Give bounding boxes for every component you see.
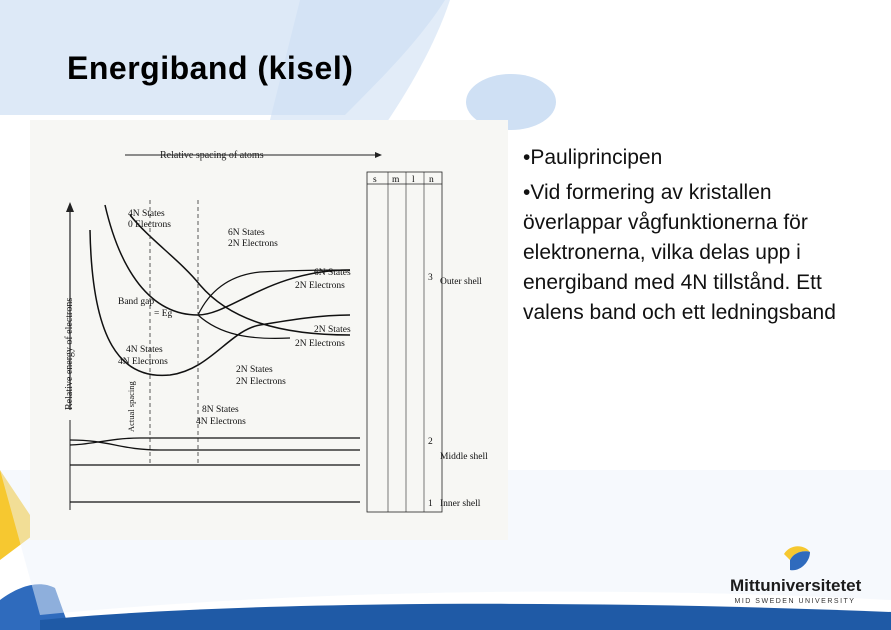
state-label: 2N Electrons — [228, 239, 278, 249]
bullet-item: • Vid formering av kristallen överlappar vågfunktionerna för elektronerna, vilka delas upp i energiband med 4N tillstånd. Ett valens band och ett ledningsband — [523, 178, 858, 328]
state-label: 2N Electrons — [236, 377, 286, 387]
col-header: m — [392, 175, 400, 185]
bullet-list — [523, 143, 858, 333]
state-label: 8N States — [202, 405, 239, 415]
n-value: 1 — [428, 499, 433, 509]
state-label: 4N Electrons — [196, 417, 246, 427]
col-header: l — [412, 175, 415, 185]
shell-label: Inner shell — [440, 499, 481, 509]
university-logo — [730, 542, 860, 610]
actual-spacing-label: Actual spacing — [126, 381, 136, 432]
slide-title: Energiband (kisel) — [67, 50, 354, 86]
logo-mark-icon — [780, 542, 814, 574]
state-label: 2N States — [314, 325, 351, 335]
n-value: 3 — [428, 273, 433, 283]
state-label: 4N Electrons — [118, 357, 168, 367]
band-gap-label: Band gap — [118, 297, 155, 307]
logo-name: Mittuniversitetet — [730, 576, 862, 595]
logo-subtitle: MID SWEDEN UNIVERSITY — [734, 598, 856, 605]
state-label: 6N States — [228, 228, 265, 238]
shell-label: Outer shell — [440, 277, 482, 287]
eg-label: = Eg — [154, 309, 173, 319]
state-label: 4N States — [128, 209, 165, 219]
col-header: n — [429, 175, 434, 185]
n-value: 2 — [428, 437, 433, 447]
state-label: 2N States — [236, 365, 273, 375]
state-label: 4N States — [126, 345, 163, 355]
shell-label: Middle shell — [440, 452, 488, 462]
state-label: 2N Electrons — [295, 339, 345, 349]
col-header: s — [373, 175, 377, 185]
state-label: 2N Electrons — [295, 281, 345, 291]
diagram-paper — [30, 120, 508, 540]
state-label: 0 Electrons — [128, 220, 172, 230]
energy-band-diagram — [30, 120, 508, 540]
bullet-item: • Pauliprincipen — [523, 143, 858, 173]
spacing-label: Relative spacing of atoms — [160, 150, 264, 161]
y-axis-label: Relative energy of electrons — [64, 297, 75, 410]
state-label: 6N States — [314, 268, 351, 278]
